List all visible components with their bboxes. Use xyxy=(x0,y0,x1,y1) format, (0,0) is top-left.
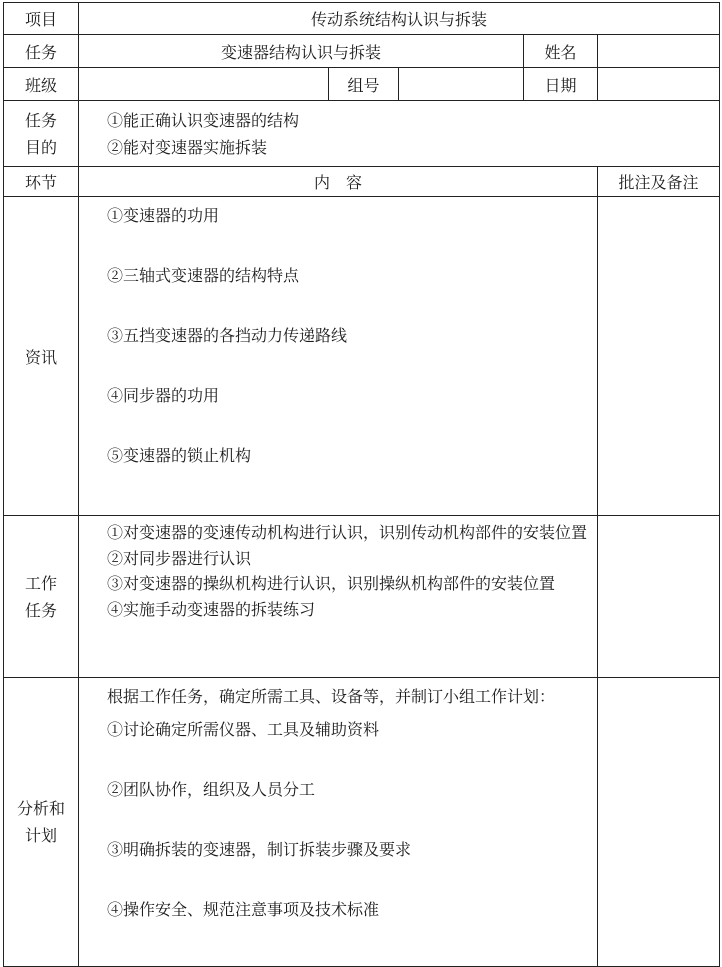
objective-content xyxy=(79,101,720,167)
objective-label xyxy=(4,101,79,167)
project-label: 项目 xyxy=(4,3,79,35)
objective-row xyxy=(4,101,720,167)
plan-item: ②团队协作，组织及人员分工 xyxy=(107,780,316,799)
name-label: 姓名 xyxy=(524,35,598,68)
info-row xyxy=(4,197,720,516)
objective-label-line2: 目的 xyxy=(24,137,57,157)
info-label: 资讯 xyxy=(4,197,79,516)
task-row xyxy=(4,35,720,68)
class-row xyxy=(4,68,720,101)
group-label: 组号 xyxy=(329,68,399,101)
info-item: ④同步器的功用 xyxy=(107,386,220,405)
notes-header: 批注及备注 xyxy=(598,167,720,197)
column-header-row xyxy=(4,167,720,197)
info-item: ②三轴式变速器的结构特点 xyxy=(107,266,300,285)
plan-content xyxy=(79,678,598,967)
class-field[interactable] xyxy=(79,68,329,101)
plan-item: ④操作安全、规范注意事项及技术标准 xyxy=(107,900,380,919)
work-notes-cell[interactable] xyxy=(598,516,720,678)
info-item: ⑤变速器的锁止机构 xyxy=(107,446,252,465)
work-label xyxy=(4,516,79,678)
content-header: 内 容 xyxy=(79,167,598,197)
work-item: ②对同步器进行认识 xyxy=(107,548,252,568)
work-item: ③对变速器的操纵机构进行认识，识别操纵机构部件的安装位置 xyxy=(107,574,556,593)
work-item: ④实施手动变速器的拆装练习 xyxy=(107,599,316,619)
plan-item: ①讨论确定所需仪器、工具及辅助资料 xyxy=(107,720,380,739)
plan-row xyxy=(4,678,720,967)
objective-item: ①能正确认识变速器的结构 xyxy=(107,110,300,130)
stage-header: 环节 xyxy=(4,167,79,197)
objective-label-line1: 任务 xyxy=(24,110,57,130)
plan-label-line2: 计划 xyxy=(24,826,57,845)
work-label-line1: 工作 xyxy=(24,573,57,593)
info-content xyxy=(79,197,598,516)
date-label: 日期 xyxy=(524,68,598,101)
plan-item: ③明确拆装的变速器，制订拆装步骤及要求 xyxy=(107,840,412,859)
work-item: ①对变速器的变速传动机构进行认识，识别传动机构部件的安装位置 xyxy=(107,523,588,542)
name-field[interactable] xyxy=(598,35,720,68)
work-content xyxy=(79,516,598,678)
group-field[interactable] xyxy=(399,68,524,101)
plan-label xyxy=(4,678,79,967)
task-label: 任务 xyxy=(4,35,79,68)
work-row xyxy=(4,516,720,678)
date-field[interactable] xyxy=(598,68,720,101)
class-label: 班级 xyxy=(4,68,79,101)
task-value: 变速器结构认识与拆装 xyxy=(79,35,524,68)
task-worksheet-table xyxy=(3,2,720,967)
info-item: ①变速器的功用 xyxy=(107,206,220,225)
info-notes-cell[interactable] xyxy=(598,197,720,516)
project-row xyxy=(4,3,720,35)
project-value: 传动系统结构认识与拆装 xyxy=(79,3,720,35)
objective-item: ②能对变速器实施拆装 xyxy=(107,137,268,157)
work-label-line2: 任务 xyxy=(24,600,57,620)
plan-label-line1: 分析和 xyxy=(16,799,65,818)
plan-notes-cell[interactable] xyxy=(598,678,720,967)
plan-intro: 根据工作任务，确定所需工具、设备等，并制订小组工作计划： xyxy=(107,687,556,706)
info-item: ③五挡变速器的各挡动力传递路线 xyxy=(107,326,348,345)
